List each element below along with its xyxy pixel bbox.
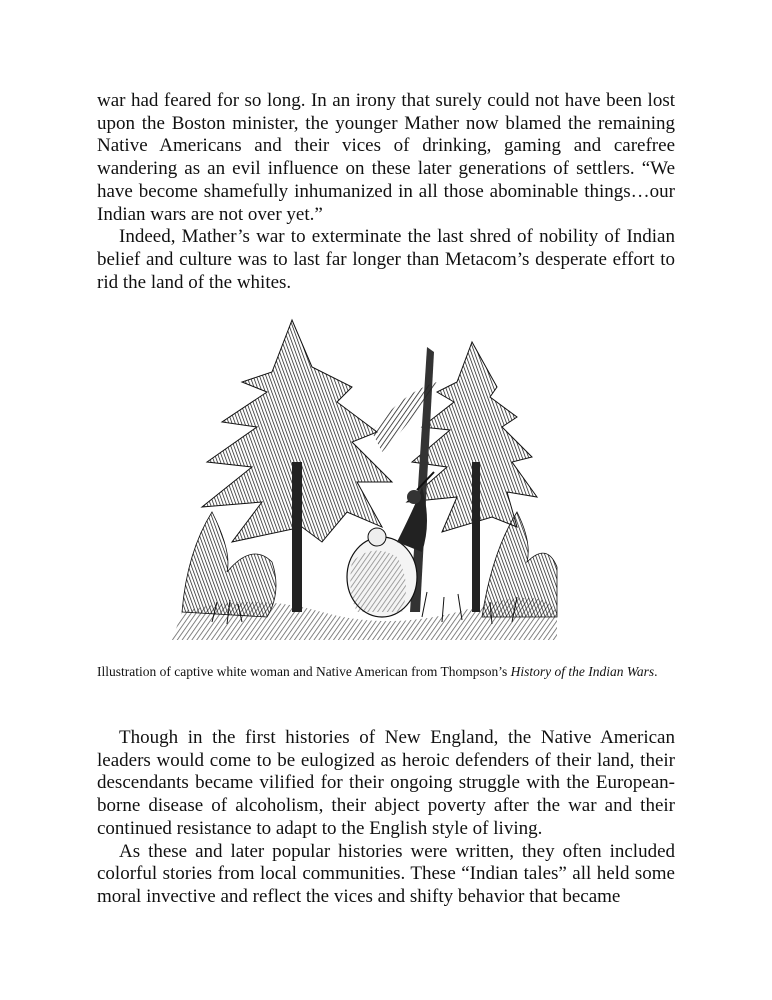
paragraph-4: As these and later popular histories were written, they often included colorful stories from local communities. These “Indian tales” all held some moral invective and reflect the vices and shifty behavior that became <box>97 840 675 907</box>
body-text-bottom <box>97 727 675 909</box>
paragraph-2: Indeed, Mather’s war to exterminate the last shred of nobility of Indian belief and culture was to last far longer than Metacom’s desperate effort to rid the land of the whites. <box>97 226 675 293</box>
paragraph-3: Though in the first histories of New England, the Native American leaders would come to be eulogized as heroic defenders of their land, their descendants became vilified for their ongoing struggle with the European-borne disease of alcoholism, their abject poverty after the war and their continued resistance to adapt to the English style of living. <box>97 727 675 839</box>
engraving-illustration-icon <box>172 312 560 640</box>
caption-prefix: Illustration of captive white woman and Native American from Thompson’s <box>97 664 511 679</box>
figure-caption <box>97 663 675 681</box>
paragraph-1: war had feared for so long. In an irony that surely could not have been lost upon the Boston minister, the younger Mather now blamed the remaining Native Americans and their vices of drinking, gaming and carefree wandering as an evil influence on these later generations of settlers. “We have become shamefully inhumanized in all those abominable things…our Indian wars are not over yet.” <box>97 90 675 225</box>
body-text-top <box>97 90 675 294</box>
caption-suffix: . <box>654 664 658 679</box>
caption-book-title: History of the Indian Wars <box>510 664 655 679</box>
engraving-figure <box>172 312 560 640</box>
